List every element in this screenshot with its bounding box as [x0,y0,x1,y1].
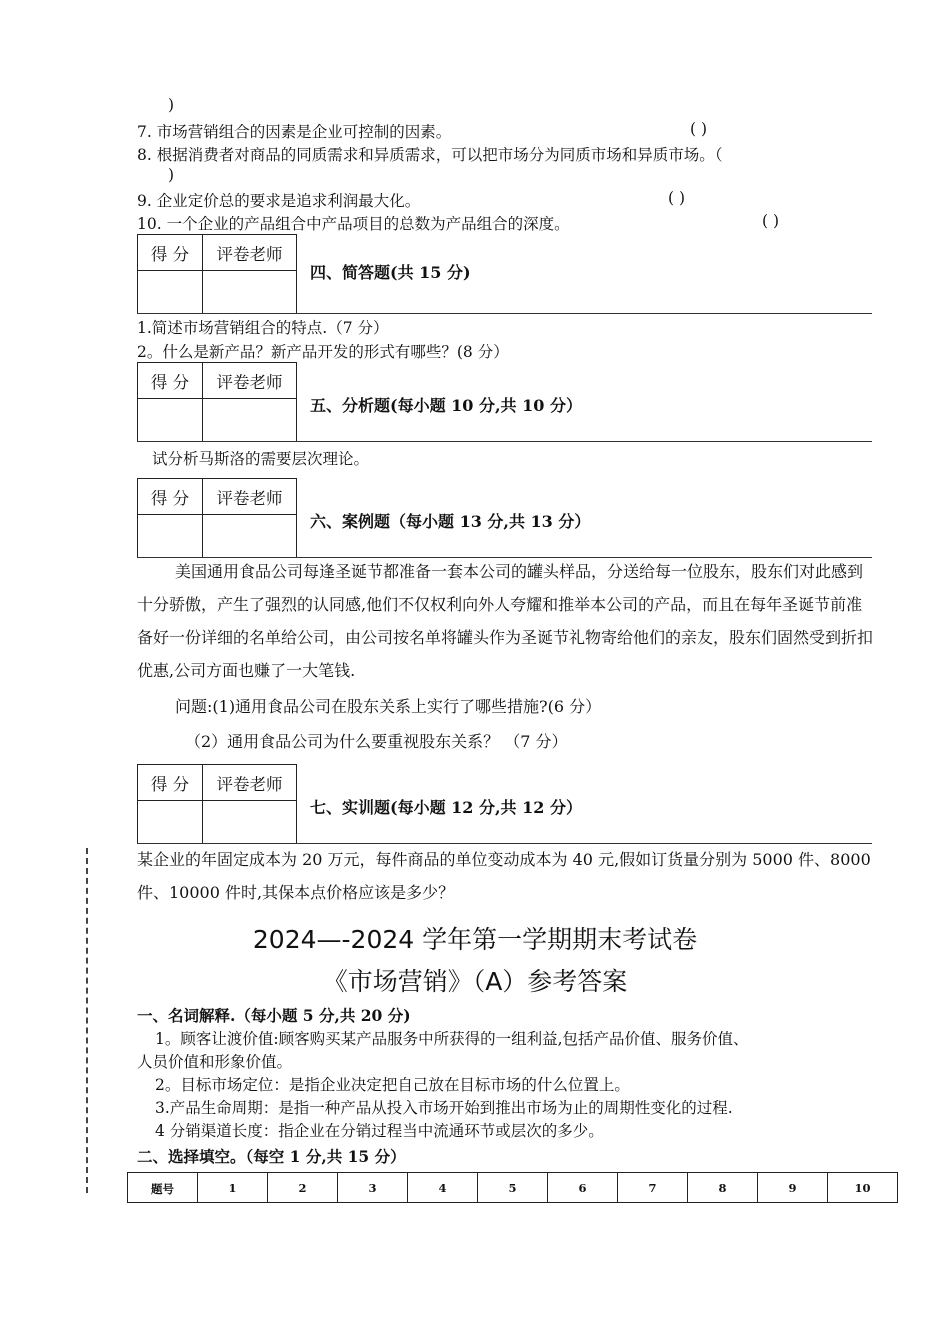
case-paragraph: 美国通用食品公司每逢圣诞节都准备一套本公司的罐头样品，分送给每一位股东，股东们对此感到十分骄傲，产生了强烈的认同感,他们不仅权利向外人夸耀和推举本公司的产品，而且在每年圣诞节前准备好一份详细的名单给公司，由公司按名单将罐头作为圣诞节礼物寄给他们的亲友，股东们固然受到折扣优惠,公司方面也赚了一大笔钱. [137,562,874,680]
answer-item: 4 分销渠道长度：指企业在分销过程当中流通环节或层次的多少。 [155,1122,604,1140]
continued-bracket: ) [168,96,175,114]
section-title-case: 六、案例题（每小题 13 分,共 13 分） [310,512,591,531]
score-label: 得 分 [138,363,203,399]
answer-part1-title: 一、名词解释.（每小题 5 分,共 20 分) [137,1006,411,1025]
answer-bracket: ( ) [762,212,780,230]
table-header-cell: 9 [758,1173,828,1203]
analysis-question: 试分析马斯洛的需要层次理论。 [152,450,370,468]
answer-table [127,1172,898,1203]
section-title-practical: 七、实训题(每小题 12 分,共 12 分） [310,798,582,817]
section-title-analysis: 五、分析题(每小题 10 分,共 10 分） [310,396,582,415]
teacher-label: 评卷老师 [203,235,297,271]
score-box [137,478,297,558]
divider [137,313,872,314]
score-label: 得 分 [138,235,203,271]
score-box [137,234,297,314]
answer-bracket-cont: ) [168,166,175,184]
score-box [137,764,297,844]
answer-bracket: ( ) [690,120,708,138]
score-box [137,362,297,442]
score-cell[interactable] [138,399,203,442]
table-header-cell: 题号 [128,1173,198,1203]
practical-paragraph: 某企业的年固定成本为 20 万元，每件商品的单位变动成本为 40 元,假如订货量分别为 5000 件、8000 件、10000 件时,其保本点价格应该是多少？ [137,850,871,902]
teacher-label: 评卷老师 [203,363,297,399]
answer-bracket: ( ) [668,189,686,207]
answer-title: 2024—-2024 学年第一学期期末考试卷 [252,925,698,954]
judge-question-8: 8. 根据消费者对商品的同质需求和异质需求，可以把市场分为同质市场和异质市场。（ [137,146,723,164]
table-header-cell: 1 [198,1173,268,1203]
teacher-cell[interactable] [203,515,297,558]
score-label: 得 分 [138,765,203,801]
table-header-cell: 4 [408,1173,478,1203]
score-cell[interactable] [138,271,203,314]
judge-question-7: 7. 市场营销组合的因素是企业可控制的因素。 [137,123,452,141]
score-label: 得 分 [138,479,203,515]
table-header-cell: 8 [688,1173,758,1203]
short-answer-q2: 2。什么是新产品？新产品开发的形式有哪些？(8 分） [137,343,509,361]
answer-item: 2。目标市场定位：是指企业决定把自己放在目标市场的什么位置上。 [155,1076,630,1094]
short-answer-q1: 1.简述市场营销组合的特点.（7 分） [137,319,389,337]
case-question-1: 问题:(1)通用食品公司在股东关系上实行了哪些措施?(6 分） [175,697,602,716]
teacher-cell[interactable] [203,399,297,442]
teacher-cell[interactable] [203,801,297,844]
table-header-cell: 6 [548,1173,618,1203]
answer-item: 3.产品生命周期：是指一种产品从投入市场开始到推出市场为止的周期性变化的过程. [155,1099,733,1117]
case-question-2: （2）通用食品公司为什么要重视股东关系？ （7 分） [185,732,568,751]
binding-dashed-line [86,848,88,1193]
table-header-cell: 2 [268,1173,338,1203]
score-cell[interactable] [138,801,203,844]
answer-item: 人员价值和形象价值。 [137,1053,293,1071]
table-header-cell: 5 [478,1173,548,1203]
answer-item: 1。顾客让渡价值:顾客购买某产品服务中所获得的一组利益,包括产品价值、服务价值、 [155,1030,749,1048]
judge-question-9: 9. 企业定价总的要求是追求利润最大化。 [137,192,421,210]
score-cell[interactable] [138,515,203,558]
teacher-label: 评卷老师 [203,479,297,515]
table-header-cell: 7 [618,1173,688,1203]
divider [137,441,872,442]
section-title-short-answer: 四、简答题(共 15 分) [310,263,471,282]
teacher-label: 评卷老师 [203,765,297,801]
judge-question-10: 10. 一个企业的产品组合中产品项目的总数为产品组合的深度。 [137,215,570,233]
table-header-cell: 10 [828,1173,898,1203]
answer-subtitle: 《市场营销》（A）参考答案 [322,967,628,996]
teacher-cell[interactable] [203,271,297,314]
table-header-cell: 3 [338,1173,408,1203]
answer-part2-title: 二、选择填空。（每空 1 分,共 15 分） [137,1147,406,1166]
